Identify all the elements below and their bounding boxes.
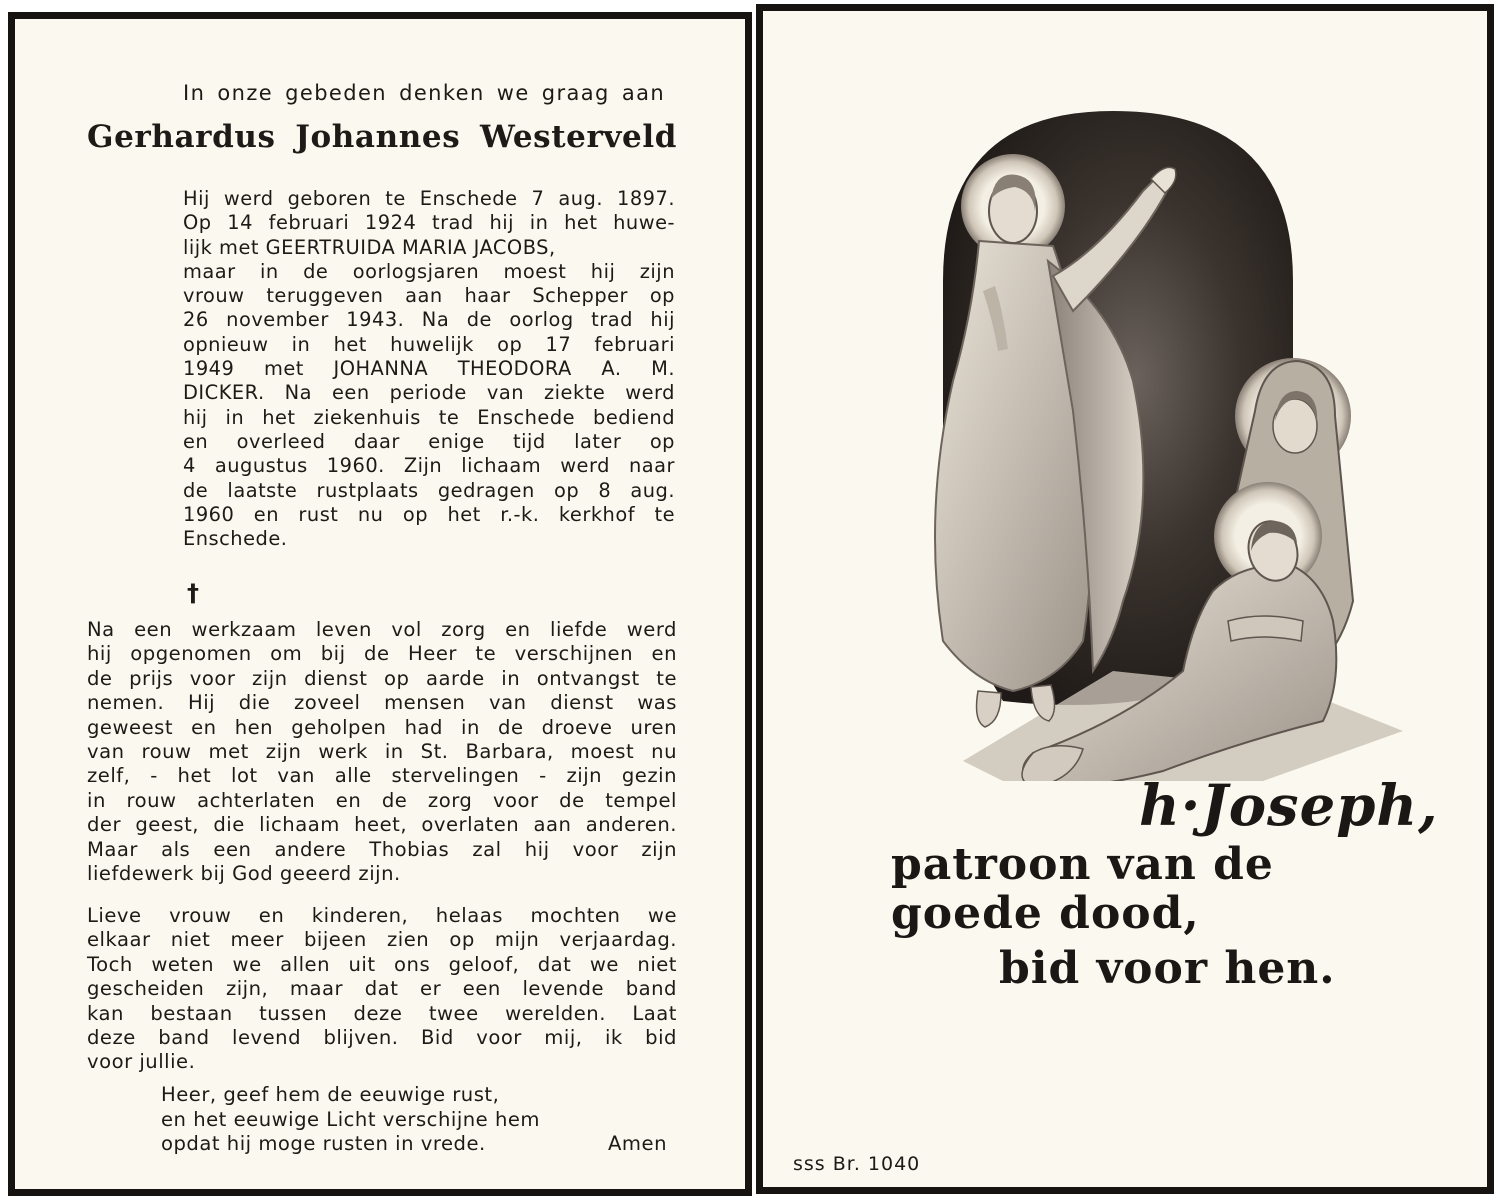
paragraph-line: voor jullie. <box>87 1050 196 1074</box>
paragraph-line: Lieve vrouw en kinderen, helaas mochten we <box>87 904 677 927</box>
prayer-line: Heer, geef hem de eeuwige rust, <box>161 1083 500 1106</box>
bio-line: maar in de oorlogsjaren moest hij zijn <box>183 259 675 283</box>
bio-line: 1949 met JOHANNA THEODORA A. M. <box>183 357 675 381</box>
bio-line: Hij werd geboren te Enschede 7 aug. 1897. <box>183 187 675 210</box>
paragraph-line: elkaar niet meer bijeen zien op mijn verjaardag. <box>87 928 677 952</box>
bio-line: hij in het ziekenhuis te Enschede bediend <box>183 405 675 429</box>
paragraph-line: liefdewerk bij God geeerd zijn. <box>87 862 401 886</box>
memorial-card-image-side <box>756 4 1494 1194</box>
paragraph-line: Maar als een andere Thobias zal hij voor zijn <box>87 837 677 861</box>
paragraph-line: geweest en hen geholpen had in de droeve uren <box>87 715 677 739</box>
paragraph-line: deze band levend blijven. Bid voor mij, ik bid <box>87 1026 677 1050</box>
bio-line: Op 14 februari 1924 trad hij in het huwe- <box>183 211 675 235</box>
bio-line: 4 augustus 1960. Zijn lichaam werd naar <box>183 454 675 478</box>
eulogy-paragraph <box>87 618 677 886</box>
closing-prayer <box>161 1083 681 1157</box>
cross-icon: † <box>187 579 199 607</box>
paragraph-line: gescheiden zijn, maar dat er een levende band <box>87 977 677 1001</box>
prayer-line: opdat hij moge rusten in vrede. <box>161 1132 486 1156</box>
caption-line: bid voor hen. <box>999 943 1336 994</box>
saint-joseph-illustration <box>883 81 1443 781</box>
bio-line: lijk met GEERTRUIDA MARIA JACOBS, <box>183 235 556 259</box>
bio-line: de laatste rustplaats gedragen op 8 aug. <box>183 478 675 502</box>
bio-line: opnieuw in het huwelijk op 17 februari <box>183 332 675 356</box>
bio-line: en overleed daar enige tijd later op <box>183 429 675 453</box>
paragraph-line: in rouw achterlaten en de zorg voor de tempel <box>87 788 677 812</box>
paragraph-line: Toch weten we allen uit ons geloof, dat we niet <box>87 952 677 976</box>
amen: Amen <box>608 1132 667 1155</box>
bio-line: Enschede. <box>183 527 288 551</box>
bio-line: 26 november 1943. Na de oorlog trad hij <box>183 308 675 332</box>
paragraph-line: van rouw met zijn werk in St. Barbara, moest nu <box>87 740 677 764</box>
paragraph-line: kan bestaan tussen deze twee werelden. Laat <box>87 1001 677 1025</box>
caption-line: patroon van de <box>891 839 1274 890</box>
intro-line: In onze gebeden denken we graag aan <box>183 81 666 105</box>
print-code: sss Br. 1040 <box>793 1153 921 1175</box>
paragraph-line: de prijs voor zijn dienst op aarde in ontvangst te <box>87 666 677 690</box>
paragraph-line: zelf, - het lot van alle stervelingen - zijn gezin <box>87 764 677 788</box>
memorial-card-text-side <box>8 12 752 1196</box>
paragraph-line: nemen. Hij die zoveel mensen van dienst was <box>87 691 677 715</box>
paragraph-line: der geest, die lichaam heet, overlaten aan anderen. <box>87 813 677 837</box>
prayer-line: en het eeuwige Licht verschijne hem <box>161 1107 541 1131</box>
paragraph-line: Na een werkzaam leven vol zorg en liefde werd <box>87 618 677 641</box>
deceased-name: Gerhardus Johannes Westerveld <box>87 119 677 155</box>
biography <box>183 187 675 551</box>
caption-line: goede dood, <box>891 888 1200 939</box>
farewell-paragraph <box>87 904 677 1075</box>
bio-line: 1960 en rust nu op het r.-k. kerkhof te <box>183 502 675 526</box>
bio-line: vrouw teruggeven aan haar Schepper op <box>183 284 675 308</box>
paragraph-line: hij opgenomen om bij de Heer te verschijnen en <box>87 642 677 666</box>
caption-saint-name: h·Joseph, <box>1139 773 1439 839</box>
bio-line: DICKER. Na een periode van ziekte werd <box>183 381 675 405</box>
